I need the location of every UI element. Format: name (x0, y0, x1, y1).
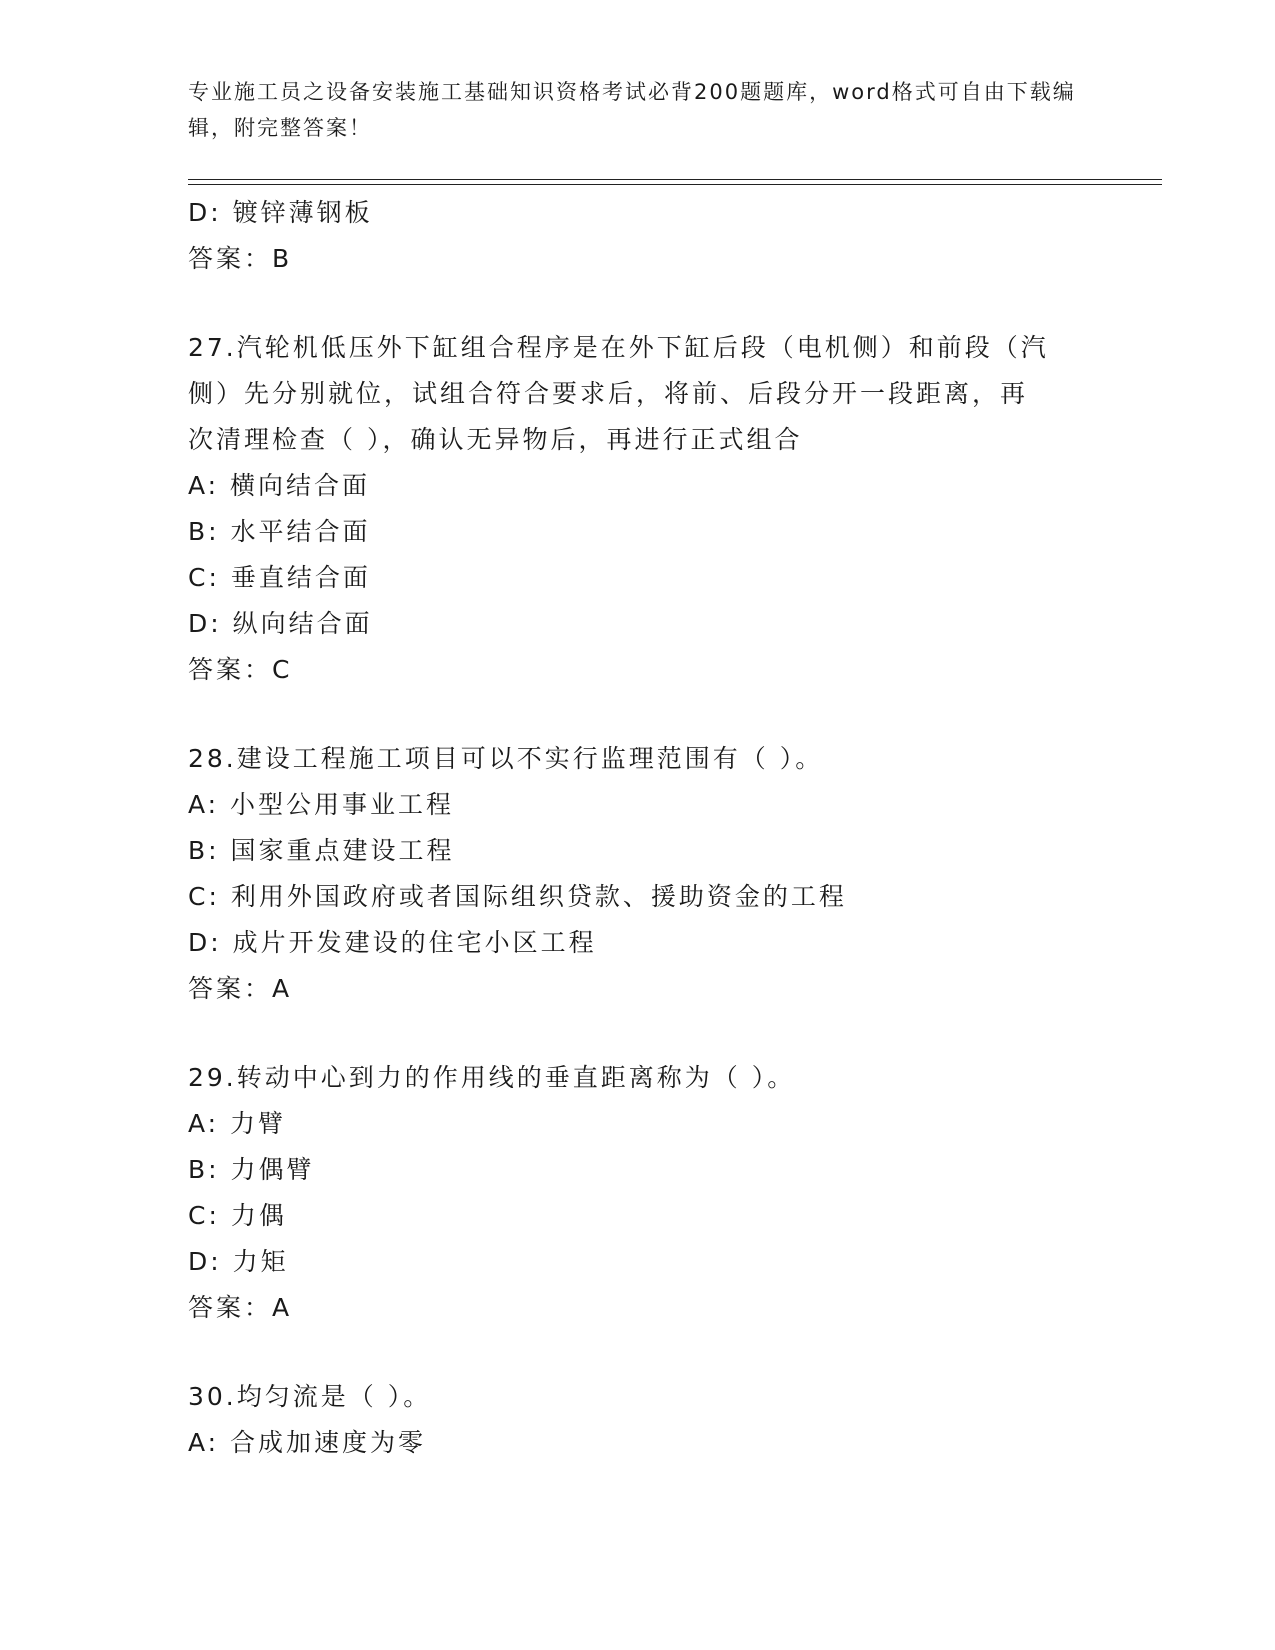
question-27 (188, 325, 1088, 693)
option-b: B: 水平结合面 (188, 517, 371, 546)
question-stem-line: 27.汽轮机低压外下缸组合程序是在外下缸后段（电机侧）和前段（汽 (188, 333, 1049, 362)
option-a: A: 小型公用事业工程 (188, 790, 455, 819)
option-a: A: 力臂 (188, 1109, 287, 1138)
answer: 答案：A (188, 974, 293, 1003)
question-stem-line: 侧）先分别就位，试组合符合要求后，将前、后段分开一段距离，再 (188, 379, 1029, 408)
option-c: C: 力偶 (188, 1201, 287, 1230)
question-28 (188, 736, 1088, 1012)
document-header: 专业施工员之设备安装施工基础知识资格考试必背200题题库，word格式可自由下载编辑，附完整答案！ (188, 80, 1076, 140)
question-stem-line: 次清理检查（ ），确认无异物后，再进行正式组合 (188, 425, 803, 454)
option-c: C: 垂直结合面 (188, 563, 371, 592)
header-divider-top (188, 179, 1162, 180)
option-c: C: 利用外国政府或者国际组织贷款、援助资金的工程 (188, 882, 847, 911)
question-stem-line: 29.转动中心到力的作用线的垂直距离称为（ ）。 (188, 1063, 796, 1092)
question-content (188, 190, 1088, 1466)
option-d: D: 力矩 (188, 1247, 289, 1276)
option-a: A: 合成加速度为零 (188, 1428, 427, 1457)
answer: 答案：C (188, 655, 293, 684)
option-d: D: 纵向结合面 (188, 609, 373, 638)
answer: 答案：B (188, 244, 293, 273)
option-b: B: 国家重点建设工程 (188, 836, 455, 865)
question-stem-line: 30.均匀流是（ ）。 (188, 1382, 432, 1411)
question-30 (188, 1374, 1088, 1466)
option-d: D: 镀锌薄钢板 (188, 198, 373, 227)
header-divider-bottom (188, 184, 1162, 185)
answer: 答案：A (188, 1293, 293, 1322)
option-b: B: 力偶臂 (188, 1155, 315, 1184)
question-29 (188, 1055, 1088, 1331)
option-a: A: 横向结合面 (188, 471, 371, 500)
option-d: D: 成片开发建设的住宅小区工程 (188, 928, 597, 957)
question-stem-line: 28.建设工程施工项目可以不实行监理范围有（ ）。 (188, 744, 824, 773)
